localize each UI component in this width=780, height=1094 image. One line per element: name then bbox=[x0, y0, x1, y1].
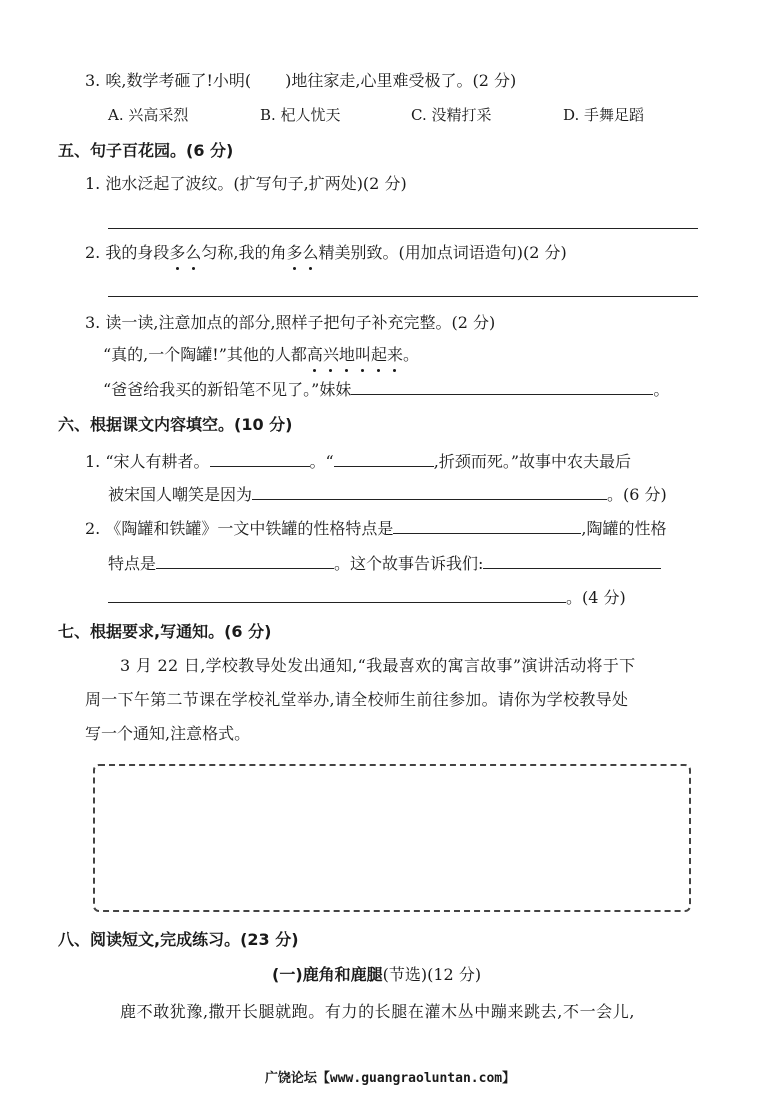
question-number: 2. bbox=[85, 243, 101, 262]
footer-url[interactable]: www.guangraoluntan.com bbox=[329, 1071, 503, 1086]
answer-line-1[interactable] bbox=[108, 228, 698, 229]
sec5-question-1 bbox=[85, 173, 407, 195]
section-8-heading: 八、阅读短文,完成练习。(23 分) bbox=[58, 930, 299, 949]
question-number: 1. bbox=[85, 452, 101, 471]
sec6-question-2-line-3: 。(4 分) bbox=[108, 586, 626, 609]
passage-title bbox=[272, 964, 481, 986]
fill-blank[interactable] bbox=[351, 378, 653, 395]
notice-prompt-line-3: 写一个通知,注意格式。 bbox=[85, 724, 251, 743]
question-number: 3. bbox=[85, 71, 101, 90]
option-c[interactable]: C. 没精打采 bbox=[411, 106, 492, 124]
example-sentence: “真的,一个陶罐!”其他的人都高兴地叫起来。 bbox=[103, 345, 419, 364]
fill-blank[interactable] bbox=[483, 552, 661, 569]
dotted-word: 多么 bbox=[286, 243, 319, 262]
option-b[interactable]: B. 杞人忧天 bbox=[260, 106, 341, 124]
fill-blank[interactable] bbox=[334, 450, 434, 467]
notice-prompt-line-1: 3 月 22 日,学校教导处发出通知,“我最喜欢的寓言故事”演讲活动将于下 bbox=[120, 656, 636, 675]
answer-line-2[interactable] bbox=[108, 296, 698, 297]
question-text: 池水泛起了波纹。(扩写句子,扩两处)(2 分) bbox=[105, 174, 407, 193]
passage-title-note: (节选)(12 分) bbox=[382, 965, 482, 984]
notice-writing-box[interactable] bbox=[93, 764, 691, 912]
notice-prompt-line-2: 周一下午第二节课在学校礼堂举办,请全校师生前往参加。请你为学校教导处 bbox=[85, 690, 629, 709]
section-5-heading: 五、句子百花园。(6 分) bbox=[58, 141, 234, 160]
fill-blank[interactable] bbox=[210, 450, 310, 467]
sec6-question-1: 1. “宋人有耕者。 。“ ,折颈而死。”故事中农夫最后 bbox=[85, 452, 632, 471]
passage-paragraph: 鹿不敢犹豫,撒开长腿就跑。有力的长腿在灌木丛中蹦来跳去,不一会儿, bbox=[120, 1002, 636, 1021]
option-d[interactable]: D. 手舞足蹈 bbox=[563, 106, 645, 124]
fill-blank[interactable] bbox=[156, 552, 334, 569]
question-text-post: )地往家走,心里难受极了。(2 分) bbox=[285, 71, 517, 90]
question-text: 读一读,注意加点的部分,照样子把句子补充完整。(2 分) bbox=[105, 313, 496, 332]
question-3 bbox=[85, 70, 516, 92]
question-text-pre: 唉,数学考砸了!小明( bbox=[105, 71, 252, 90]
question-number: 1. bbox=[85, 174, 101, 193]
fill-blank[interactable] bbox=[252, 483, 607, 500]
option-a[interactable]: A. 兴高采烈 bbox=[108, 106, 189, 124]
dotted-word: 多么 bbox=[169, 243, 202, 262]
question-number: 3. bbox=[85, 313, 101, 332]
fill-sentence: “爸爸给我买的新铅笔不见了。”妹妹 。 bbox=[103, 380, 670, 399]
fill-blank[interactable] bbox=[108, 586, 566, 603]
sec5-question-3 bbox=[85, 312, 495, 334]
section-7-heading: 七、根据要求,写通知。(6 分) bbox=[58, 622, 272, 641]
fill-blank[interactable] bbox=[393, 517, 581, 534]
sec6-question-2-line-2: 特点是 。这个故事告诉我们: bbox=[108, 552, 661, 575]
section-6-heading: 六、根据课文内容填空。(10 分) bbox=[58, 415, 293, 434]
passage-title-main: (一)鹿角和鹿腿 bbox=[272, 965, 383, 984]
sec5-question-2: 2. 我的身段多么匀称,我的角多么精美别致。(用加点词语造句)(2 分) bbox=[85, 243, 567, 262]
sec6-question-2: 2. 《陶罐和铁罐》一文中铁罐的性格特点是 ,陶罐的性格 bbox=[85, 519, 667, 538]
question-number: 2. bbox=[85, 519, 101, 538]
sec6-question-1-line-2: 被宋国人嘲笑是因为 。(6 分) bbox=[108, 485, 667, 504]
dotted-phrase: 高兴地叫起来 bbox=[306, 345, 403, 364]
footer-watermark: 广饶论坛【www.guangraoluntan.com】 bbox=[264, 1071, 516, 1086]
